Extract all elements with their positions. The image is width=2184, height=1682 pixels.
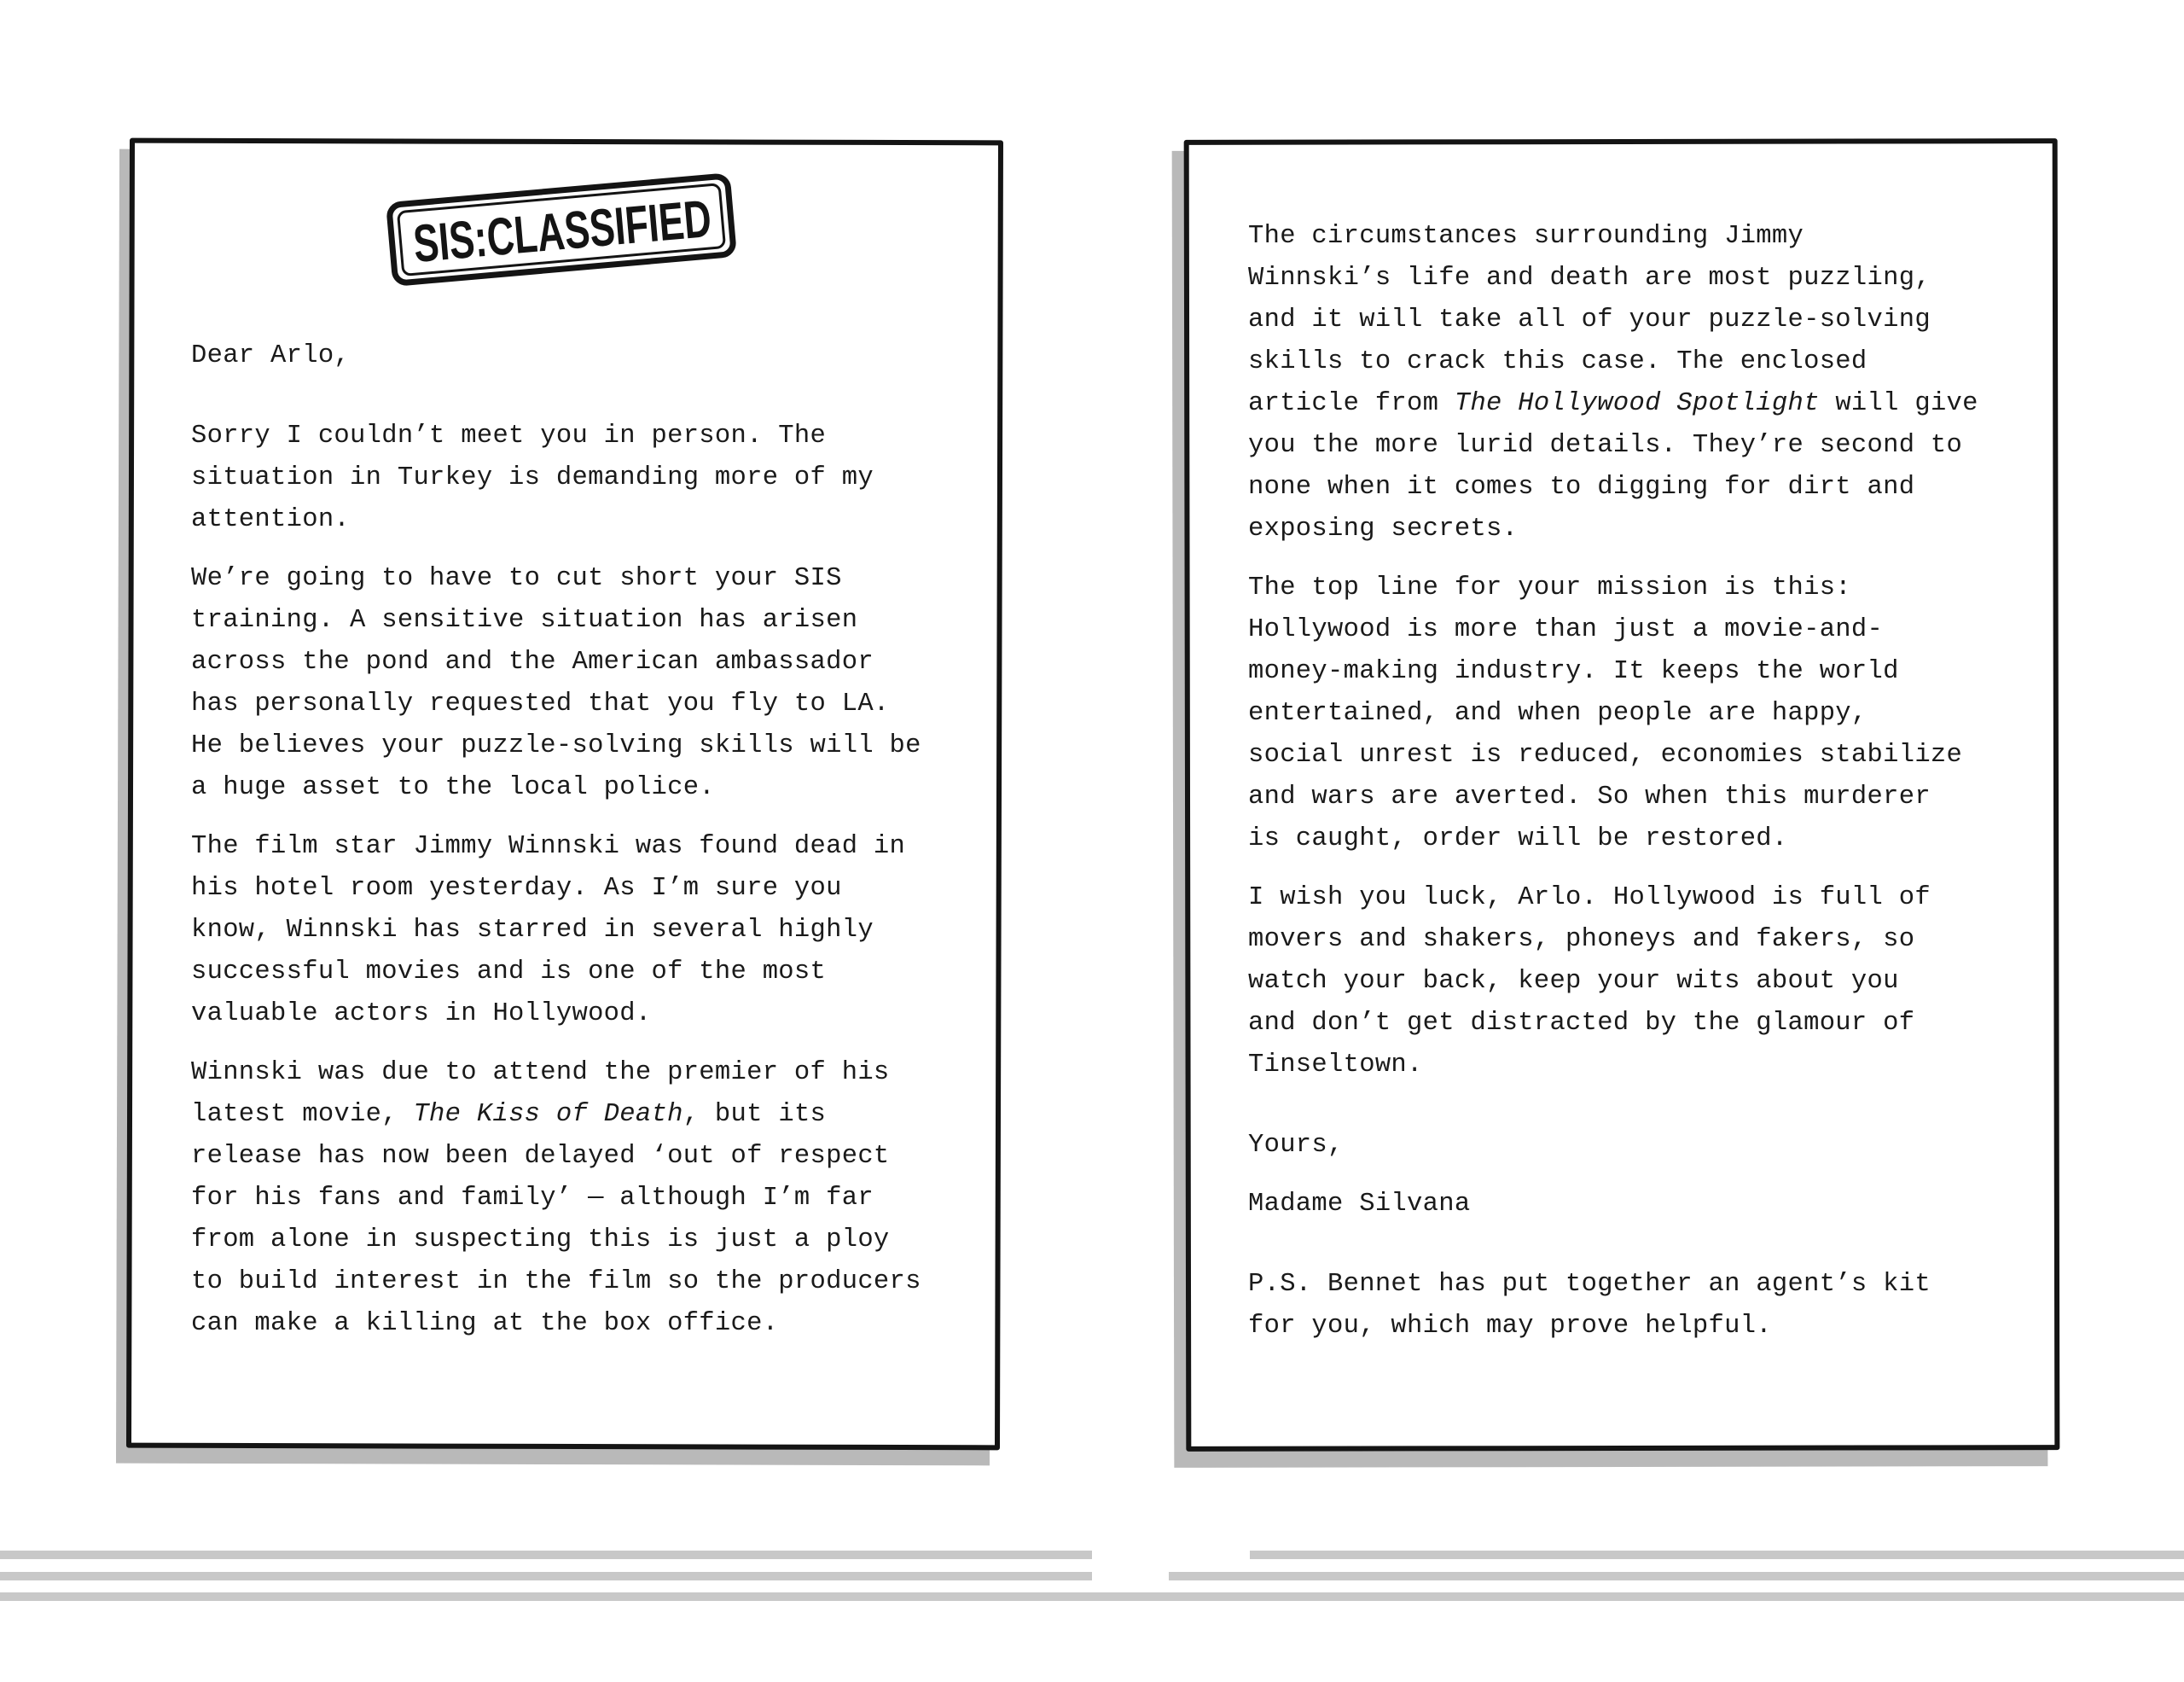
right-p3-line: and don’t get distracted by the glamour of — [1248, 1009, 1915, 1038]
left-p4-line: Winnski was due to attend the premier of his — [191, 1058, 890, 1087]
left-p4-line: release has now been delayed ‘out of respect — [191, 1142, 890, 1171]
signature: Madame Silvana — [1248, 1190, 1471, 1219]
publication-title: The Hollywood Spotlight — [1454, 389, 1820, 418]
left-p1-line: Sorry I couldn’t meet you in person. The — [191, 422, 827, 451]
right-p3-line: movers and shakers, phoneys and fakers, so — [1248, 925, 1915, 954]
right-p1-line: you the more lurid details. They’re second to — [1248, 431, 1963, 460]
left-p4-line: can make a killing at the box office. — [191, 1309, 779, 1338]
left-p4-line-with-title — [191, 1094, 921, 1136]
left-p2-line: He believes your puzzle-solving skills will be — [191, 731, 921, 760]
right-p2-line: social unrest is reduced, economies stabilize — [1248, 741, 1963, 770]
left-p3-line: successful movies and is one of the most — [191, 957, 827, 987]
text-run: will give — [1819, 389, 1978, 418]
postscript-line: for you, which may prove helpful. — [1248, 1312, 1772, 1341]
right-p1-line: Winnski’s life and death are most puzzling, — [1248, 264, 1931, 293]
left-p3-line: his hotel room yesterday. As I’m sure you — [191, 874, 842, 903]
right-p1-line: The circumstances surrounding Jimmy — [1248, 222, 1804, 251]
right-p2-line: Hollywood is more than just a movie-and- — [1248, 615, 1884, 644]
right-p1-line: none when it comes to digging for dirt and — [1248, 473, 1915, 502]
decorative-rule — [1250, 1551, 2184, 1559]
left-p2-line: across the pond and the American ambassador — [191, 648, 874, 677]
left-letter-text — [191, 335, 921, 1345]
right-p1-line: skills to crack this case. The enclosed — [1248, 347, 1867, 376]
left-p3-line: The film star Jimmy Winnski was found dead in — [191, 832, 906, 861]
right-p3-line: Tinseltown. — [1248, 1051, 1423, 1080]
left-p4-line: from alone in suspecting this is just a ploy — [191, 1225, 890, 1254]
text-run: , but its — [682, 1100, 827, 1129]
right-p2-line: The top line for your mission is this: — [1248, 573, 1851, 602]
closing: Yours, — [1248, 1131, 1344, 1160]
left-p3-line: valuable actors in Hollywood. — [191, 999, 652, 1028]
left-p2-line: has personally requested that you fly to LA. — [191, 690, 890, 719]
text-run: article from — [1248, 389, 1455, 418]
right-p2-line: and wars are averted. So when this murderer — [1248, 783, 1931, 812]
left-p2-line: training. A sensitive situation has arisen — [191, 606, 858, 635]
movie-title: The Kiss of Death — [413, 1100, 683, 1129]
decorative-rule — [0, 1551, 1092, 1559]
left-p4-line: for his fans and family’ — although I’m far — [191, 1184, 874, 1213]
right-p2-line: money-making industry. It keeps the world — [1248, 657, 1899, 686]
right-p2-line: entertained, and when people are happy, — [1248, 699, 1867, 728]
right-p2-line: is caught, order will be restored. — [1248, 824, 1788, 853]
left-p3-line: know, Winnski has starred in several highly — [191, 916, 874, 945]
left-p1-line: attention. — [191, 505, 351, 534]
left-p2-line: We’re going to have to cut short your SIS — [191, 564, 842, 593]
left-p1-line: situation in Turkey is demanding more of my — [191, 463, 874, 492]
right-p3-line: I wish you luck, Arlo. Hollywood is full of — [1248, 883, 1931, 912]
salutation: Dear Arlo, — [191, 341, 351, 370]
left-p2-line: a huge asset to the local police. — [191, 773, 715, 802]
text-run: latest movie, — [191, 1100, 414, 1129]
decorative-rule — [0, 1592, 2184, 1601]
right-p1-line: and it will take all of your puzzle-solving — [1248, 306, 1931, 335]
decorative-rule — [1169, 1572, 2184, 1580]
right-p3-line: watch your back, keep your wits about you — [1248, 967, 1899, 996]
right-p1-line-with-title — [1248, 383, 1978, 425]
postscript-line: P.S. Bennet has put together an agent’s kit — [1248, 1270, 1931, 1299]
right-p1-line: exposing secrets. — [1248, 515, 1519, 544]
left-p4-line: to build interest in the film so the producers — [191, 1267, 921, 1296]
right-letter-text — [1248, 216, 1978, 1347]
stamp-label: SIS:CLASSIFIED — [410, 178, 833, 275]
decorative-rule — [0, 1572, 1092, 1580]
